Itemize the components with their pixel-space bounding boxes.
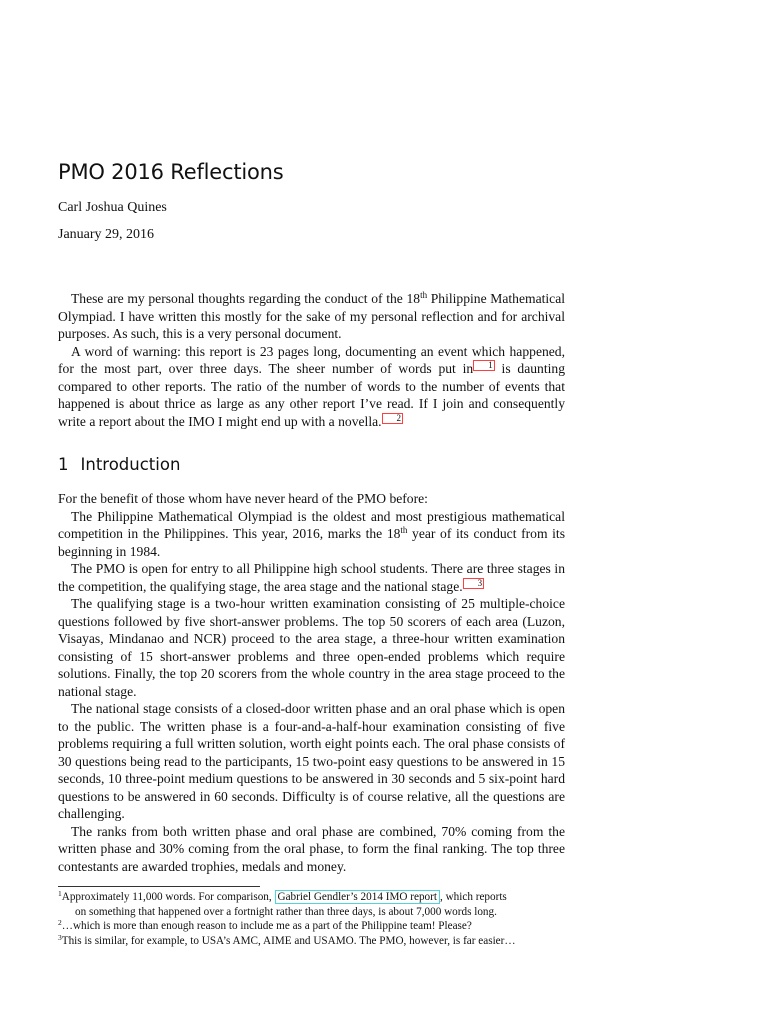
text-span: on something that happened over a fortnight rather than three days, is about 7,000 words long. (75, 905, 497, 918)
text-span: Approximately 11,000 words. For comparison, (61, 891, 272, 903)
footnote-ref-2[interactable]: 2 (382, 413, 404, 424)
text-span: Philippine Mathematical Olympiad. I have written this mostly for the sake of my personal reflection and for archival purposes. As such, this is a very personal document. (58, 291, 565, 341)
text-span: , which reports (439, 891, 507, 903)
abstract (58, 290, 565, 430)
intro-paragraph: The qualifying stage is a two-hour written examination consisting of 25 multiple-choice questions followed by five short-answer problems. The top 50 scorers of each area (Luzon, Visayas, Mindanao and NCR) proceed to the area stage, a three-hour written examination consisting of 15 short-answer problems and three open-ended problems which require solutions. Finally, the top 20 scorers from the whole country in the area stage proceed to the national stage. (58, 596, 565, 699)
section-number: 1 (58, 455, 69, 474)
footnote-2 (58, 919, 565, 934)
abstract-paragraph (58, 290, 565, 343)
intro-paragraph: The ranks from both written phase and oral phase are combined, 70% coming from the written phase and 30% coming from the oral phase, to form the final ranking. The top three contestants are awarded trophies, medals and money. (58, 823, 565, 874)
text-span: A word of warning: this report is 23 pages long, documenting an event which happened, for the most part, over three days. The sheer number of words put in (58, 343, 565, 376)
abstract-paragraph (58, 343, 565, 431)
text-span: year of its conduct from its beginning in 1984. (58, 526, 565, 559)
footnote-number: 2 (58, 918, 62, 927)
text-span: …which is more than enough reason to include me as a part of the Philippine team! Please? (61, 920, 472, 932)
footnote-3 (58, 934, 565, 949)
section-title: Introduction (80, 455, 181, 474)
text-span: This is similar, for example, to USA’s AMC, AIME and USAMO. The PMO, however, is far easier… (61, 934, 516, 947)
superscript: th (420, 290, 428, 300)
text-span: These are my personal thoughts regarding the conduct of the 18 (71, 291, 421, 306)
footnote-number: 1 (58, 889, 62, 898)
text-span: The Philippine Mathematical Olympiad is the oldest and most prestigious mathematical competition in the Philippines. This year, 2016, marks the 18 (58, 508, 565, 541)
document-date: January 29, 2016 (58, 227, 155, 242)
footnote-ref-1[interactable]: 1 (473, 360, 495, 371)
footnote-ref-3[interactable]: 3 (463, 578, 485, 589)
section-heading-introduction (58, 455, 180, 474)
footnote-1 (58, 890, 565, 905)
text-span: is daunting compared to other reports. The ratio of the number of words to the number of events that happened is about thrice as large as any other report I’ve read. If I join and consequently write a report about the IMO I might end up with a novella. (58, 361, 565, 429)
footnote-1-continued (58, 905, 565, 920)
intro-paragraph: For the benefit of those whom have never heard of the PMO before: (58, 491, 428, 506)
document-author: Carl Joshua Quines (58, 200, 167, 215)
intro-paragraph: The national stage consists of a closed-door written phase and an oral phase which is open to the public. The written phase is a four-and-a-half-hour examination consisting of five problems requiring a full written solution, worth eight points each. The oral phase consists of 30 questions being read to the participants, 15 two-point easy questions to be answered in 15 seconds, 10 three-point medium questions to be answered in 30 seconds and 5 six-point hard questions to be answered in 60 seconds. Difficulty is of course relative, all the questions are challenging. (58, 701, 565, 821)
footnotes (58, 890, 565, 948)
superscript: th (400, 525, 408, 535)
intro-paragraph (58, 508, 565, 561)
text-span: The PMO is open for entry to all Philippine high school students. There are three stages in the competition, the qualifying stage, the area stage and the national stage. (58, 561, 565, 594)
intro-paragraph (58, 560, 565, 595)
gendler-report-link[interactable]: Gabriel Gendler’s 2014 IMO report (275, 890, 440, 904)
introduction-body (58, 490, 565, 875)
footnote-divider (58, 886, 260, 887)
footnote-number: 3 (58, 932, 62, 942)
document-title: PMO 2016 Reflections (58, 160, 284, 184)
